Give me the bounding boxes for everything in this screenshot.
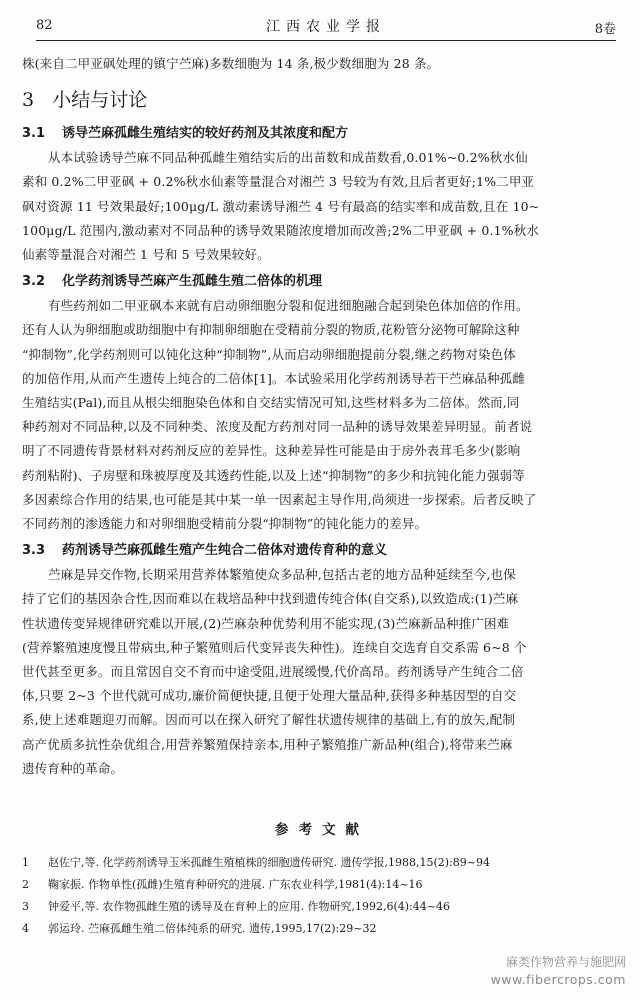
subsection-heading-3-2: [22, 270, 622, 294]
reference-item: [22, 852, 622, 874]
reference-number: 4: [22, 922, 29, 935]
text-line: 苎麻是异交作物,长期采用营养体繁殖使众多品种,包括古老的地方品种延续至今,也保: [48, 567, 516, 583]
section-heading: [22, 84, 622, 116]
text-line: “抑制物”,化学药剂则可以钝化这种“抑制物”,从而启动卵细胞提前分裂,继之药物对染色体: [22, 346, 516, 362]
reference-item: [22, 896, 622, 918]
text-line: 100μg/L 范围内,激动素对不同品种的诱导效果随浓度增加而改善;2%二甲亚砜 + 0.1%秋水: [22, 222, 540, 238]
watermark-url: www.fibercrops.com: [490, 972, 626, 987]
subsection-number: 3.1: [22, 126, 46, 142]
text-line: 还有人认为卵细胞或助细胞中有抑制卵细胞在受精前分裂的物质,花粉管分泌物可解除这种: [22, 322, 520, 338]
reference-number: 1: [22, 856, 29, 869]
subsection-heading-3-1: [22, 122, 622, 146]
section-number: 3: [22, 89, 35, 112]
text-line: 不同药剂的渗透能力和对卵细胞受精前分裂“抑制物”的钝化能力的差异。: [22, 516, 428, 532]
subsection-title: 化学药剂诱导苎麻产生孤雌生殖二倍体的机理: [62, 274, 323, 290]
reference-number: 2: [22, 878, 29, 891]
article-body: [22, 52, 622, 781]
text-line: 持了它们的基因杂合性,因而难以在栽培品种中找到遗传纯合体(自交系),以致造成:(1)苎麻: [22, 591, 519, 607]
text-line: 药剂粘附)、子房壁和珠被厚度及其透药性能,以及上述“抑制物”的多少和抗钝化能力强弱等: [22, 467, 525, 483]
subsection-title: 药剂诱导苎麻孤雌生殖产生纯合二倍体对遗传育种的意义: [62, 543, 388, 559]
text-line: 种药剂对不同品种,以及不同种类、浓度及配方药剂对同一品种的诱导效果差异明显。前者说: [22, 419, 533, 435]
text-line: 明了不同遗传背景材料对药剂反应的差异性。这种差异性可能是由于房外表茸毛多少(影响: [22, 443, 521, 459]
reference-text: 赵佐宁,等. 化学药剂诱导玉米孤雌生殖植株的细胞遗传研究. 遗传学报,1988,15(2):89~94: [48, 856, 490, 869]
text-line: 从本试验诱导苎麻不同品种孤雌生殖结实后的出苗数和成苗数看,0.01%~0.2%秋水仙: [48, 150, 528, 166]
text-line: 砜对资源 11 号效果最好;100μg/L 激动素诱导湘苎 4 号有最高的结实率和成苗数,且在 10~: [22, 198, 540, 214]
text-line: 生殖结实(Pal),而且从根尖细胞染色体和自交结实情况可知,这些材料多为二倍体。然而,同: [22, 395, 520, 411]
text-line: (营养繁殖速度慢且带病虫,种子繁殖则后代变异丧失种性)。连续自交选育自交系需 6~8 个: [22, 639, 527, 655]
text-line: 素和 0.2%二甲亚砜 + 0.2%秋水仙素等量混合对湘苎 3 号较为有效,且后者更好;1%二甲亚: [22, 174, 535, 190]
text-line: 体,只要 2~3 个世代就可成功,廉价简便快捷,且便于处理大量品种,获得多种基因型的自交: [22, 688, 517, 704]
reference-item: [22, 874, 622, 896]
text-line: 遗传育种的革命。: [22, 760, 124, 776]
journal-title: 江西农业学报: [266, 19, 386, 35]
references-section: [22, 818, 622, 940]
text-line: 性状遗传变异规律研究难以开展,(2)苎麻杂种优势利用不能实现,(3)苎麻新品种推广困难: [22, 615, 510, 631]
section-title: 小结与讨论: [52, 89, 148, 112]
site-watermark: [491, 954, 626, 988]
reference-item: [22, 918, 622, 940]
reference-text: 郭运玲. 苎麻孤雌生殖二倍体纯系的研究. 遗传,1995,17(2):29~32: [48, 922, 377, 935]
volume-label: 8卷: [594, 22, 616, 37]
text-line: 的加倍作用,从而产生遗传上纯合的二倍体[1]。本试验采用化学药剂诱导若干苎麻品种孤雌: [22, 370, 525, 386]
page-header: [36, 14, 616, 41]
subsection-heading-3-3: [22, 539, 622, 563]
reference-number: 3: [22, 900, 29, 913]
reference-text: 鞠家振. 作物单性(孤雌)生殖育种研究的进展. 广东农业科学,1981(4):14~16: [48, 878, 423, 891]
subsection-number: 3.2: [22, 274, 46, 290]
text-line: 仙素等量混合对湘苎 1 号和 5 号效果较好。: [22, 247, 270, 263]
page-number: 82: [36, 18, 53, 33]
text-line: 系,使上述难题迎刃而解。因而可以在探入研究了解性状遗传规律的基础上,有的放矢,配制: [22, 712, 516, 728]
text-line: 多因素综合作用的结果,也可能是其中某一单一因素起主导作用,尚须进一步探索。后者反映了: [22, 491, 537, 507]
paragraph-3-1: [22, 146, 622, 267]
text-line: 有些药剂如二甲亚砜本来就有启动卵细胞分裂和促进细胞融合起到染色体加倍的作用。: [48, 298, 529, 314]
paragraph-3-3: [22, 563, 622, 781]
subsection-title: 诱导苎麻孤雌生殖结实的较好药剂及其浓度和配方: [62, 126, 349, 142]
subsection-number: 3.3: [22, 543, 46, 559]
intro-line: 株(来自二甲亚砜处理的镇宁苎麻)多数细胞为 14 条,极少数细胞为 28 条。: [22, 56, 440, 71]
text-line: 世代甚至更多。而且常因自交不育而中途受阻,进展缓慢,代价高昂。药剂诱导产生纯合二倍: [22, 664, 524, 680]
reference-text: 钟爱平,等. 农作物孤雌生殖的诱导及在育种上的应用. 作物研究,1992,6(4):44~46: [48, 900, 450, 913]
text-line: 高产优质多抗性杂优组合,用营养繁殖保持亲本,用种子繁殖推广新品种(组合),将带来苎麻: [22, 736, 513, 752]
paragraph-3-2: [22, 294, 622, 536]
watermark-site-name: 麻类作物营养与施肥网: [505, 955, 626, 969]
references-title: 参考文献: [275, 822, 369, 838]
